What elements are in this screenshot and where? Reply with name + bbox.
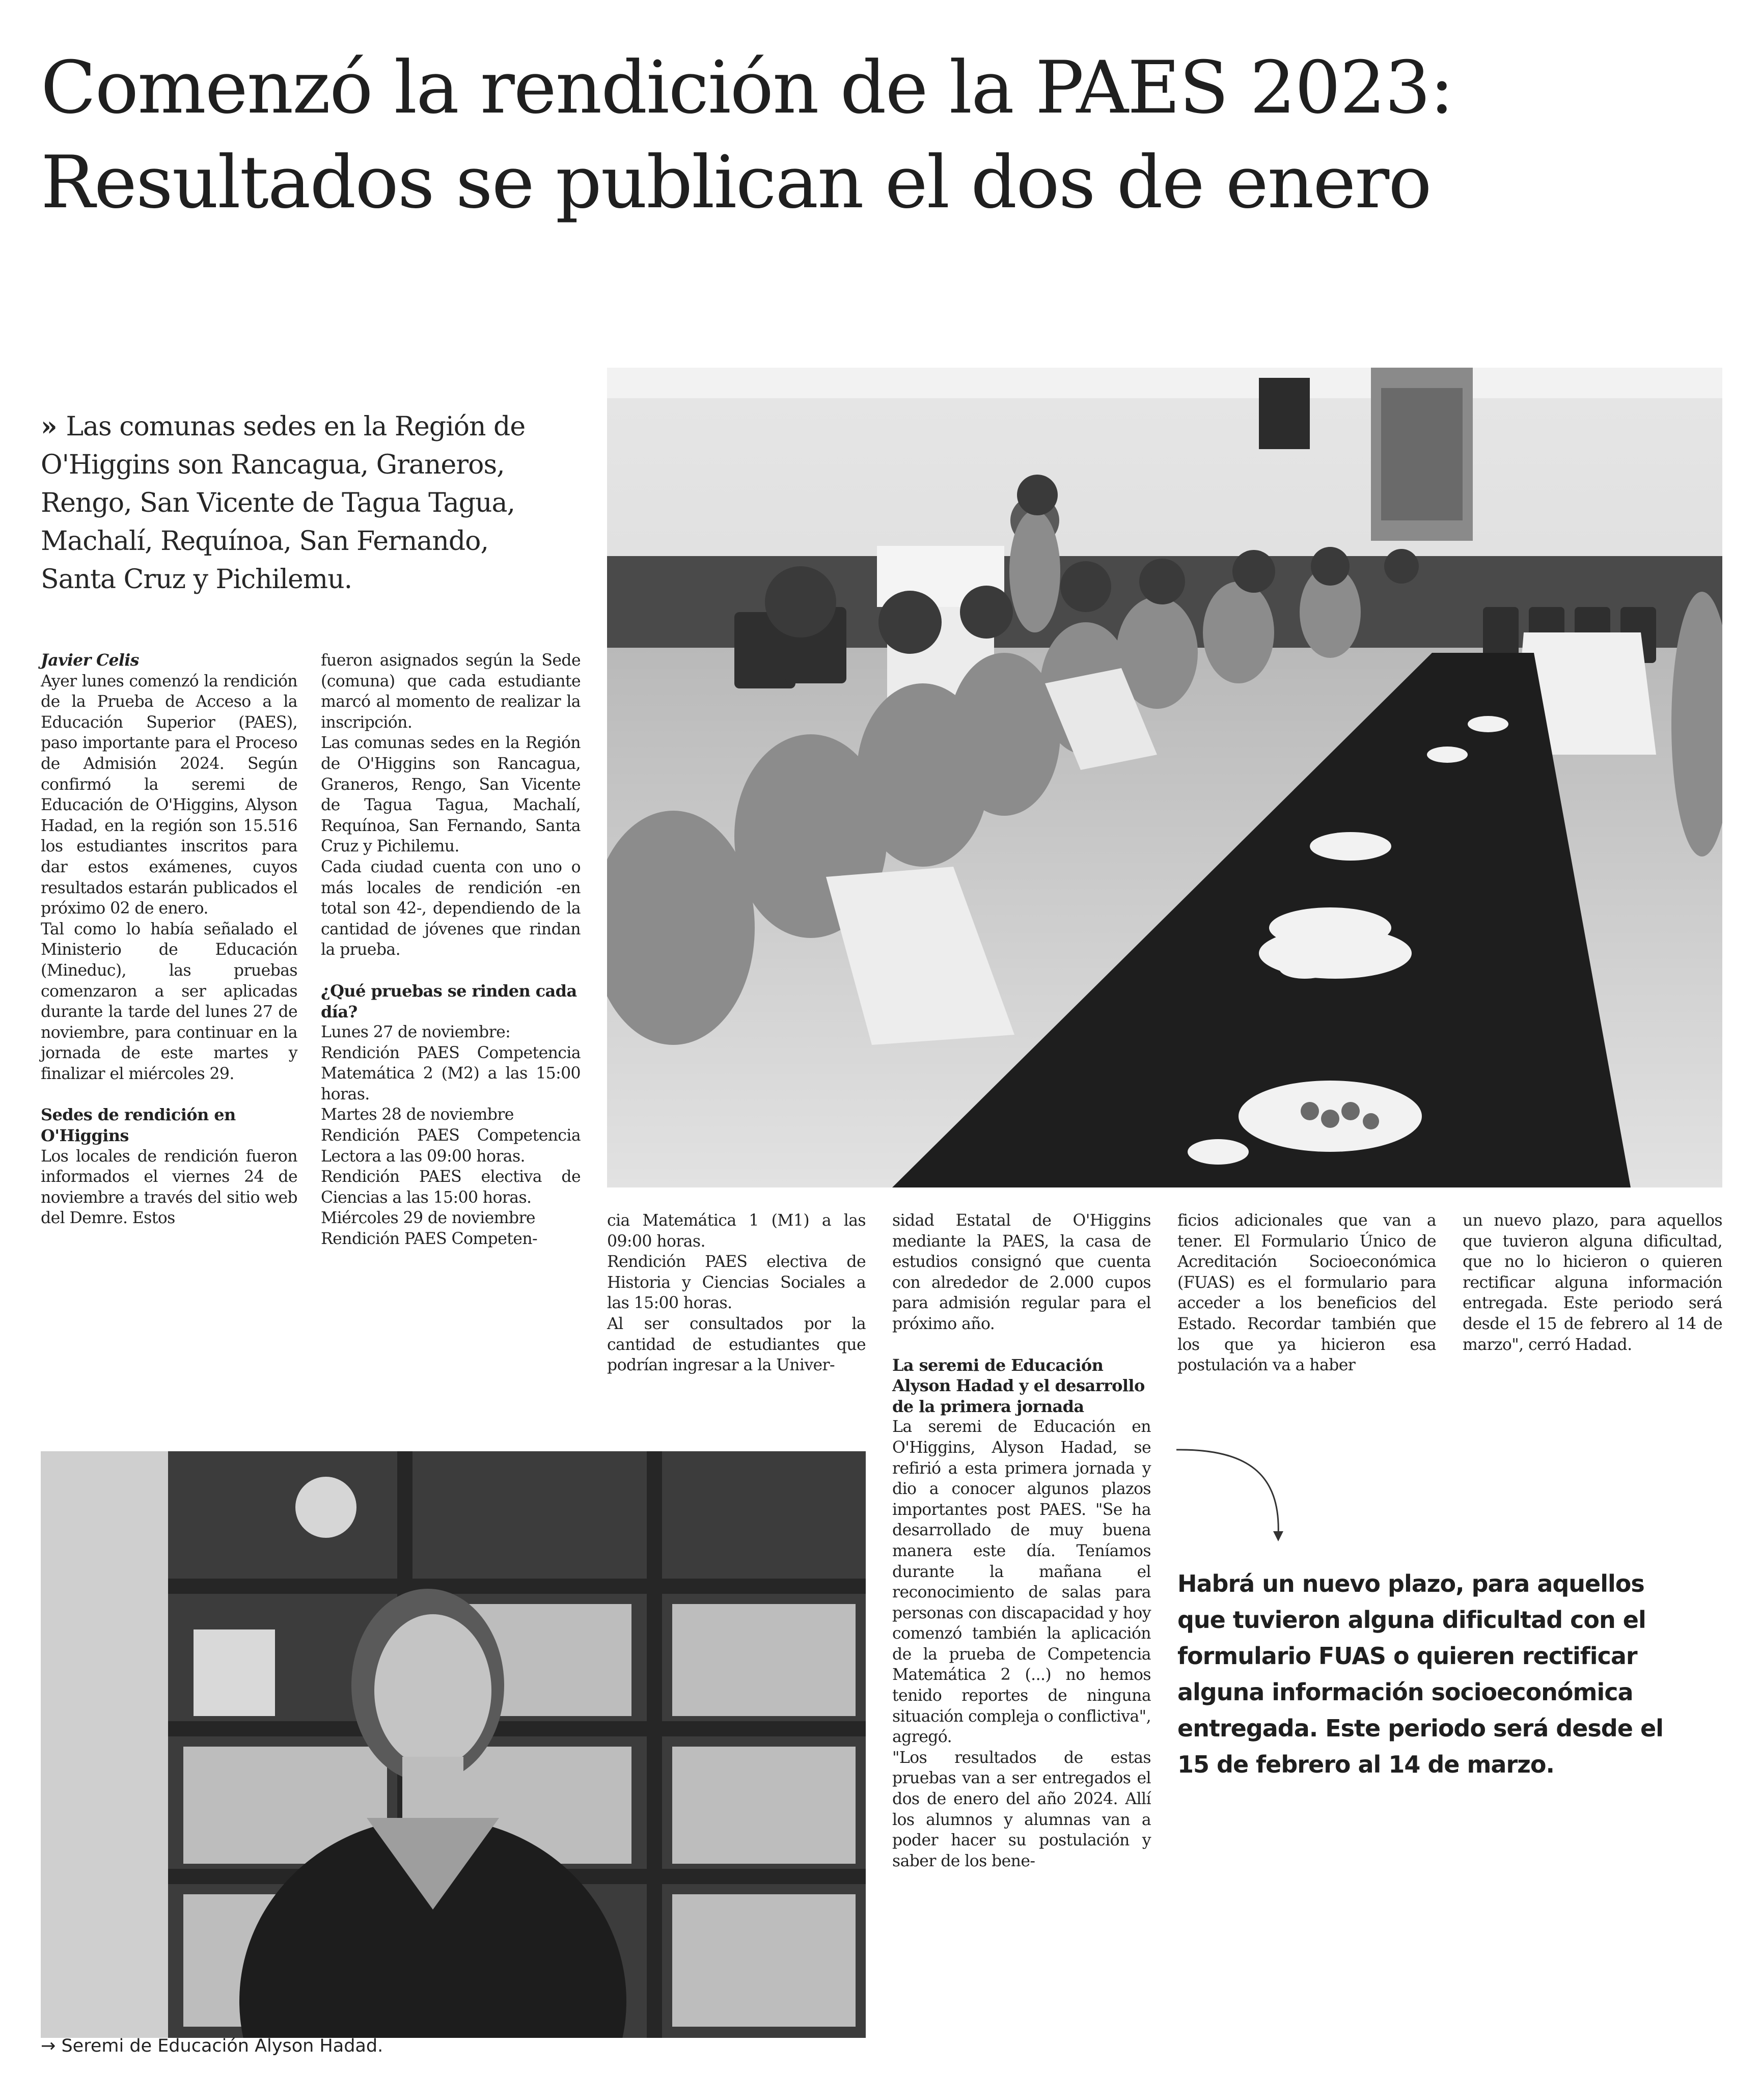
article-column-5	[1177, 1210, 1436, 1376]
schedule-line-4: Rendición PAES Competencia Lectora a las 09:00 horas.	[321, 1126, 581, 1166]
photo-students-graphic	[607, 368, 1722, 1187]
caption-arrow-icon: →	[41, 2036, 56, 2056]
schedule-line-7: Rendición PAES Competen-	[321, 1230, 538, 1249]
col3-paragraph-2: Rendición PAES electiva de Historia y Ciencias Sociales a las 15:00 horas.	[607, 1253, 866, 1313]
byline: Javier Celis	[41, 651, 139, 670]
col3-paragraph-3: Al ser consultados por la cantidad de estudiantes que podrían ingresar a la Univer-	[607, 1314, 866, 1375]
photo-students-table	[607, 368, 1722, 1187]
pull-quote: Habrá un nuevo plazo, para aquellos que tuvieron alguna dificultad con el formulario FUAS o quieren rectificar alguna información socioeconómica entregada. Este periodo será desde el 15 de febrero al 14 de marzo.	[1177, 1570, 1663, 1778]
schedule-line-6: Miércoles 29 de noviembre	[321, 1209, 535, 1228]
headline	[41, 41, 1721, 230]
schedule-line-1: Lunes 27 de noviembre:	[321, 1023, 511, 1042]
headline-line-1: Comenzó la rendición de la PAES 2023:	[41, 46, 1453, 130]
article-column-2	[321, 650, 581, 1250]
subhead-sedes: Sedes de rendición en O'Higgins	[41, 1105, 236, 1146]
photo-caption	[41, 2036, 383, 2056]
col3-paragraph-1: cia Matemática 1 (M1) a las 09:00 horas.	[607, 1211, 866, 1251]
col4-paragraph-1: sidad Estatal de O'Higgins mediante la PAES, la casa de estudios consignó que cuenta con alrededor de 2.000 cupos para admisión regular para el próximo año.	[892, 1211, 1151, 1333]
lead-marker: »	[41, 411, 57, 442]
lead-text: Las comunas sedes en la Región de O'Higgins son Rancagua, Graneros, Rengo, San Vicente de Tagua Tagua, Machalí, Requínoa, San Fernando, Santa Cruz y Pichilemu.	[41, 411, 526, 595]
col2-paragraph-2: Las comunas sedes en la Región de O'Higgins son Rancagua, Graneros, Rengo, San Vicente de Tagua Tagua, Machalí, Requínoa, San Fernando, Santa Cruz y Pichilemu.	[321, 734, 581, 856]
col4-paragraph-2: La seremi de Educación en O'Higgins, Alyson Hadad, se refirió a esta primera jornada y dio a conocer algunos plazos importantes post PAES. "Se ha desarrollado de muy buena manera este día. Teníamos durante la mañana el reconocimiento de salas para personas con discapacidad y hoy comenzó también la aplicación de la prueba de Competencia Matemática 2 (...) no hemos tenido reportes de ninguna situación compleja o conflictiva", agregó.	[892, 1418, 1151, 1747]
col4-paragraph-3: "Los resultados de estas pruebas van a ser entregados el dos de enero del año 2024. Allí los alumnos y alumnas van a poder hacer su postulación y saber de los bene-	[892, 1748, 1151, 1870]
article-column-4	[892, 1210, 1151, 1871]
subhead-pruebas: ¿Qué pruebas se rinden cada día?	[321, 981, 577, 1021]
article-column-6	[1463, 1210, 1722, 1355]
subhead-seremi: La seremi de Educación Alyson Hadad y el desarrollo de la primera jornada	[892, 1355, 1145, 1416]
col2-paragraph-3: Cada ciudad cuenta con uno o más locales de rendición -en total son 42-, dependiendo de la cantidad de jóvenes que rindan la prueba.	[321, 858, 581, 959]
caption-text: Seremi de Educación Alyson Hadad.	[61, 2036, 383, 2056]
article-column-3	[607, 1210, 866, 1376]
schedule-line-5: Rendición PAES electiva de Ciencias a las 15:00 horas.	[321, 1168, 581, 1207]
col6-paragraph-1: un nuevo plazo, para aquellos que tuvieron alguna dificultad, que no lo hicieron o quieren rectificar alguna información entregada. Este periodo será desde el 15 de febrero al 14 de marzo", cerró Hadad.	[1463, 1211, 1722, 1354]
photo-seremi	[41, 1451, 866, 2038]
lead-paragraph	[41, 407, 570, 599]
schedule-line-3: Martes 28 de noviembre	[321, 1106, 514, 1124]
headline-line-2: Resultados se publican el dos de enero	[41, 141, 1431, 225]
schedule-line-2: Rendición PAES Competencia Matemática 2 (M2) a las 15:00 horas.	[321, 1043, 581, 1103]
col5-paragraph-1: ficios adicionales que van a tener. El Formulario Único de Acreditación Socioeconómica (FUAS) es el formulario para acceder a los beneficios del Estado. Recordar también que los que ya hicieron esa postulación va a haber	[1177, 1211, 1436, 1375]
col1-paragraph-2: Tal como lo había señalado el Ministerio de Educación (Mineduc), las pruebas comenzaron a ser aplicadas durante la tarde del lunes 27 de noviembre, para continuar en la jornada de este martes y finalizar el miércoles 29.	[41, 920, 297, 1083]
col2-paragraph-1: fueron asignados según la Sede (comuna) que cada estudiante marcó al momento de realizar la inscripción.	[321, 651, 581, 732]
curved-arrow-icon	[1171, 1444, 1304, 1545]
col1-paragraph-1: Ayer lunes comenzó la rendición de la Prueba de Acceso a la Educación Superior (PAES), paso importante para el Proceso de Admisión 2024. Según confirmó la seremi de Educación de O'Higgins, Alyson Hadad, en la región son 15.516 los estudiantes inscritos para dar estos exámenes, cuyos resultados estarán publicados el próximo 02 de enero.	[41, 672, 297, 918]
article-column-1	[41, 650, 297, 1229]
photo-seremi-graphic	[41, 1451, 866, 2038]
col1-paragraph-3: Los locales de rendición fueron informados el viernes 24 de noviembre a través del sitio web del Demre. Estos	[41, 1147, 297, 1228]
